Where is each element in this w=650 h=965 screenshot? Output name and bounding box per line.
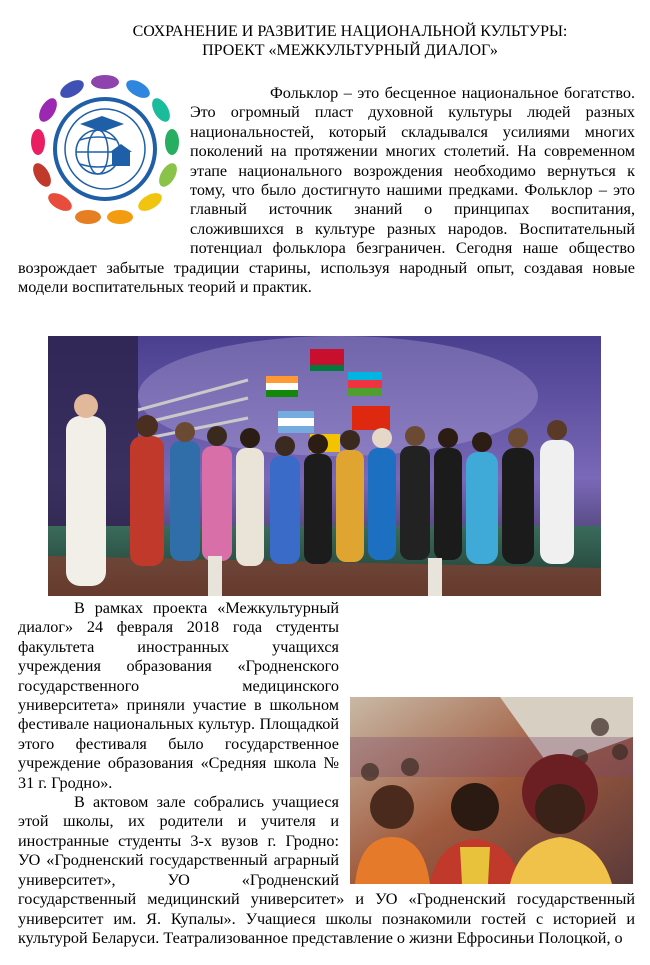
body-text-flow [18,599,635,948]
page-title [60,22,640,60]
intro-paragraph: Фольклор – это бесценное национальное богатство. Это огромный пласт духовной культуры людей разных национальностей, который складывался усилиями многих поколений на протяжении многих столетий. На современном этапе национального возрождения необходимо вернуться к тому, что было достигнуто нашими предками. Фольклор – это главный источник знаний о принципах воспитания, сложившихся в культуре разных народов. Воспитательный потенциал фольклора безграничен. Сегодня наше общество возрождает забытые традиции старины, используя народный опыт, создавая новые модели воспитательных теорий и практик. [18,84,635,297]
assembly-paragraph: В актовом зале собрались учащиеся этой школы, их родители и учителя и иностранные студенты 3-х вузов г. Гродно: УО «Гродненский государственный аграрный университет», УО «Гродненский государственный медицинский университет» и УО «Гродненский государственный университет им. Я. Купалы». Учащиеся школы познакомили гостей с историей и культурой Беларуси. Театрализованное представление о жизни Ефросиньи Полоцкой, о [18,793,635,947]
festival-paragraph: В рамках проекта «Межкультурный диалог» 24 февраля 2018 года студенты факультета иностранных учащихся учреждения образования «Гродненского государственного медицинского университета» приняли участие в школьном фестивале национальных культур. Площадкой этого фестиваля было государственное учреждение образования «Средняя школа № 31 г. Гродно». [18,599,339,792]
title-line-2: ПРОЕКТ «МЕЖКУЛЬТУРНЫЙ ДИАЛОГ» [202,42,498,59]
title-line-1: СОХРАНЕНИЕ И РАЗВИТИЕ НАЦИОНАЛЬНОЙ КУЛЬТУРЫ: [132,23,568,40]
stage-photo [48,336,601,596]
